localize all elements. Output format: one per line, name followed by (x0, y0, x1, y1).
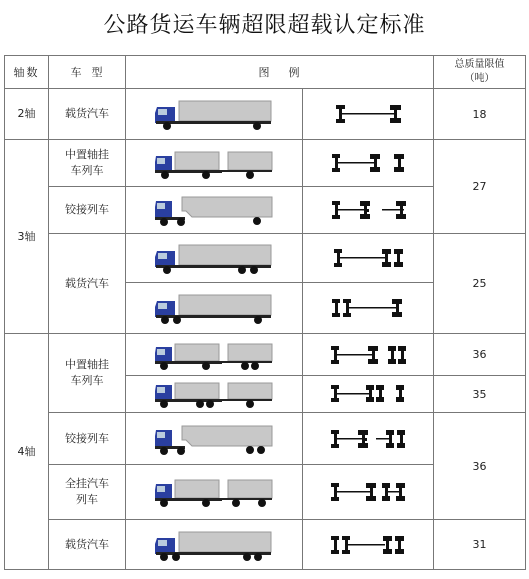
semi-trailer-icon (154, 193, 274, 227)
table-row (5, 413, 526, 465)
page-title: 公路货运车辆超限超载认定标准 (103, 13, 426, 38)
vehicle-picture (126, 187, 303, 234)
header-diagram: 图 例 (126, 56, 434, 89)
limit-value: 25 (434, 234, 526, 334)
header-row (5, 56, 526, 89)
axle-layout-4-full-icon (328, 478, 408, 506)
header-axle-count: 轴数 (5, 56, 49, 89)
header-gross-limit-label: 总质量限值 (454, 59, 505, 70)
center-axle-trailer-4axle-alt-icon (154, 379, 274, 409)
axle-diagram (303, 334, 434, 376)
axle-layout-3-front-tandem-icon (328, 294, 408, 322)
axle-diagram (303, 89, 434, 140)
vehicle-picture (126, 140, 303, 187)
rigid-truck-3axle-twin-steer-icon (154, 291, 274, 325)
axle-layout-2-icon (328, 100, 408, 128)
axle-layout-3-rear-tandem-icon (328, 244, 408, 272)
type-cargo-truck: 载货汽车 (49, 234, 126, 334)
axle-layout-3-trailer-icon (328, 149, 408, 177)
semi-trailer-4axle-icon (154, 422, 274, 456)
axle-count-3: 3轴 (5, 140, 49, 334)
type-cargo-truck: 载货汽车 (49, 520, 126, 570)
vehicle-picture (126, 376, 303, 413)
vehicle-picture (126, 413, 303, 465)
table-row (5, 140, 526, 187)
axle-diagram (303, 465, 434, 520)
rigid-truck-3axle-icon (154, 241, 274, 275)
type-label: 中置轴挂车列车 (65, 358, 109, 387)
axle-diagram (303, 187, 434, 234)
full-trailer-icon (154, 475, 274, 509)
header-gross-limit (434, 56, 526, 89)
axle-count-4: 4轴 (5, 334, 49, 570)
type-center-axle-trailer (49, 140, 126, 187)
type-label: 中置轴挂车列车 (65, 148, 109, 177)
limit-value: 36 (434, 334, 526, 376)
header-vehicle-type: 车 型 (49, 56, 126, 89)
vehicle-picture (126, 234, 303, 283)
axle-layout-3-artic-icon (328, 196, 408, 224)
table-row (5, 334, 526, 376)
header-unit: （吨） (464, 73, 495, 84)
rigid-truck-4axle-icon (154, 528, 274, 562)
table-row (5, 520, 526, 570)
overload-standard-table (4, 55, 526, 570)
table-row (5, 234, 526, 283)
limit-value: 36 (434, 413, 526, 520)
type-articulated: 铰接列车 (49, 187, 126, 234)
vehicle-picture (126, 520, 303, 570)
center-axle-trailer-4axle-icon (154, 339, 274, 371)
axle-diagram (303, 140, 434, 187)
axle-count-2: 2轴 (5, 89, 49, 140)
vehicle-picture (126, 334, 303, 376)
vehicle-picture (126, 465, 303, 520)
vehicle-picture (126, 89, 303, 140)
rigid-truck-2axle-icon (154, 97, 274, 131)
axle-diagram (303, 234, 434, 283)
limit-value: 18 (434, 89, 526, 140)
axle-layout-4-rigid-icon (328, 531, 408, 559)
center-axle-trailer-icon (154, 146, 274, 180)
axle-layout-4-artic-icon (328, 425, 408, 453)
axle-diagram (303, 283, 434, 334)
type-full-trailer (49, 465, 126, 520)
axle-diagram (303, 376, 434, 413)
limit-value: 31 (434, 520, 526, 570)
vehicle-picture (126, 283, 303, 334)
type-articulated: 铰接列车 (49, 413, 126, 465)
type-label: 全挂汽车列车 (65, 477, 109, 506)
limit-value: 27 (434, 140, 526, 234)
axle-layout-4-center-alt-icon (328, 382, 408, 406)
type-cargo-truck: 载货汽车 (49, 89, 126, 140)
axle-diagram (303, 520, 434, 570)
table-row (5, 89, 526, 140)
type-center-axle-trailer (49, 334, 126, 413)
axle-diagram (303, 413, 434, 465)
axle-layout-4-center-icon (328, 342, 408, 368)
limit-value: 35 (434, 376, 526, 413)
